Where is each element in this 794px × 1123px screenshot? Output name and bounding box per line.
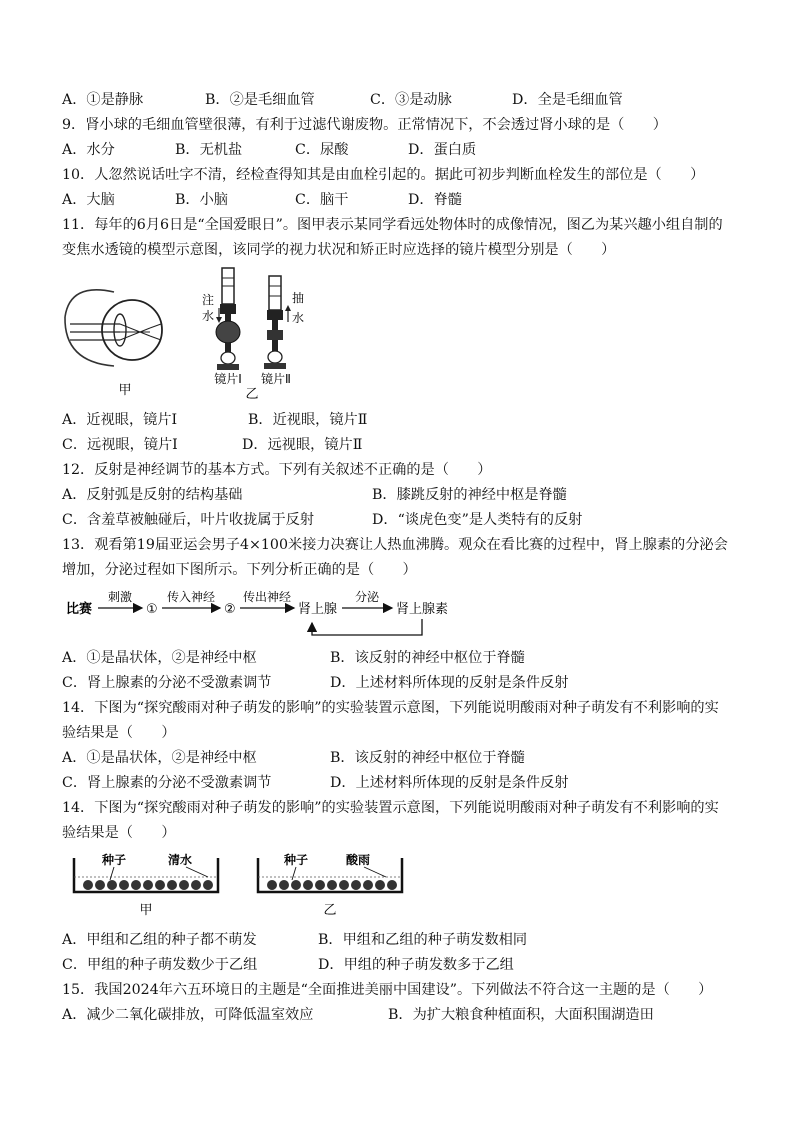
eye-diagram: [65, 290, 162, 398]
flow-node-adrenaline: 肾上腺素: [396, 602, 449, 617]
q14-option-d[interactable]: D．甲组的种子萌发数多于乙组: [318, 957, 514, 973]
q12-option-b[interactable]: B．膝跳反射的神经中枢是脊髓: [372, 487, 567, 503]
water-label: 清水: [167, 853, 193, 867]
q14-stem-line2: 验结果是（ ）: [62, 825, 176, 841]
dish-yi: [258, 852, 402, 918]
q9-stem: 9．肾小球的毛细血管壁很薄，有利于过滤代谢废物。正常情况下，不会透过肾小球的是（ ）: [62, 117, 667, 133]
flow-edge-stimulus: 刺激: [107, 590, 133, 604]
dish-label-yi: 乙: [323, 903, 337, 918]
q9-option-a[interactable]: A．水分: [62, 142, 115, 158]
lens-2-label: 镜片Ⅱ: [261, 372, 291, 386]
q14-dup-option-c[interactable]: C．肾上腺素的分泌不受激素调节: [62, 775, 272, 791]
q13-option-a[interactable]: A．①是晶状体，②是神经中枢: [62, 650, 257, 666]
flow-node-2: ②: [224, 602, 236, 617]
q12-stem: 12．反射是神经调节的基本方式。下列有关叙述不正确的是（ ）: [62, 462, 492, 478]
q14-option-c[interactable]: C．甲组的种子萌发数少于乙组: [62, 957, 258, 973]
flow-edge-efferent: 传出神经: [242, 590, 292, 604]
dish-jia: [74, 852, 218, 918]
q15-option-b[interactable]: B．为扩大粮食种植面积，大面积围湖造田: [388, 1007, 654, 1023]
q8-option-d[interactable]: D．全是毛细血管: [512, 92, 623, 108]
lens-model-1: [202, 268, 242, 386]
q14-dup-stem-line2: 验结果是（ ）: [62, 725, 176, 741]
q15-stem: 15．我国2024年六五环境日的主题是“全面推进美丽中国建设”。下列做法不符合这一主题的是（ ）: [62, 982, 713, 998]
extract-label-2: 水: [291, 311, 305, 325]
q12-option-d[interactable]: D．“谈虎色变”是人类特有的反射: [372, 512, 583, 528]
q15-option-a[interactable]: A．减少二氧化碳排放，可降低温室效应: [62, 1007, 314, 1023]
lens-model-2: [261, 276, 304, 386]
q11-option-b[interactable]: B．近视眼，镜片Ⅱ: [248, 412, 368, 428]
extract-label-1: 抽: [291, 291, 305, 305]
dish-label-jia: 甲: [139, 903, 153, 918]
q8-option-c[interactable]: C．③是动脉: [370, 92, 452, 108]
q13-option-d[interactable]: D．上述材料所体现的反射是条件反射: [330, 675, 569, 691]
flow-edge-secrete: 分泌: [354, 590, 380, 604]
q11-stem-line1: 11．每年的6月6日是“全国爱眼日”。图甲表示某同学看远处物体时的成像情况，图乙为某兴趣小组自制的: [62, 217, 723, 233]
flow-node-adrenal: 肾上腺: [298, 602, 338, 617]
q14-dup-option-d[interactable]: D．上述材料所体现的反射是条件反射: [330, 775, 569, 791]
flow-node-match: 比赛: [66, 602, 93, 617]
figure-label-yi: 乙: [245, 387, 259, 402]
q9-option-c[interactable]: C．尿酸: [295, 142, 349, 158]
q10-option-d[interactable]: D．脊髓: [408, 192, 462, 208]
q12-option-a[interactable]: A．反射弧是反射的结构基础: [62, 487, 243, 503]
q10-stem: 10．人忽然说话吐字不清，经检查得知其是由血栓引起的。据此可初步判断血栓发生的部位是（ ）: [62, 167, 705, 183]
inject-label-1: 注: [201, 293, 215, 307]
acid-rain-label: 酸雨: [345, 853, 371, 867]
q14-stem-line1: 14．下图为“探究酸雨对种子萌发的影响”的实验装置示意图，下列能说明酸雨对种子萌发有不利影响的实: [62, 800, 719, 816]
seed-label-yi: 种子: [283, 853, 309, 867]
q13-stem-line2: 增加，分泌过程如下图所示。下列分析正确的是（ ）: [62, 562, 417, 578]
q11-option-c[interactable]: C．远视眼，镜片Ⅰ: [62, 437, 178, 453]
flow-edge-afferent: 传入神经: [166, 590, 216, 604]
lens-1-label: 镜片Ⅰ: [214, 372, 242, 386]
q10-option-a[interactable]: A．大脑: [62, 192, 115, 208]
q8-option-b[interactable]: B．②是毛细血管: [205, 92, 315, 108]
q11-stem-line2: 变焦水透镜的模型示意图，该同学的视力状况和矫正时应选择的镜片模型分别是（ ）: [62, 242, 616, 258]
q14-dup-stem-line1: 14．下图为“探究酸雨对种子萌发的影响”的实验装置示意图，下列能说明酸雨对种子萌发有不利影响的实: [62, 700, 719, 716]
q14-option-b[interactable]: B．甲组和乙组的种子萌发数相同: [318, 932, 528, 948]
q14-figure: [66, 850, 426, 922]
q8-option-a[interactable]: A．①是静脉: [62, 92, 144, 108]
q14-dup-option-a[interactable]: A．①是晶状体，②是神经中枢: [62, 750, 257, 766]
q14-dup-option-b[interactable]: B．该反射的神经中枢位于脊髓: [330, 750, 525, 766]
q14-option-a[interactable]: A．甲组和乙组的种子都不萌发: [62, 932, 257, 948]
q13-option-b[interactable]: B．该反射的神经中枢位于脊髓: [330, 650, 525, 666]
q13-option-c[interactable]: C．肾上腺素的分泌不受激素调节: [62, 675, 272, 691]
flow-node-1: ①: [146, 602, 158, 617]
q12-option-c[interactable]: C．含羞草被触碰后，叶片收拢属于反射: [62, 512, 315, 528]
q10-option-c[interactable]: C．脑干: [295, 192, 349, 208]
q9-option-b[interactable]: B．无机盐: [175, 142, 243, 158]
q9-option-d[interactable]: D．蛋白质: [408, 142, 477, 158]
q13-flow-diagram: [62, 587, 462, 641]
figure-label-jia: 甲: [118, 383, 132, 398]
q13-stem-line1: 13．观看第19届亚运会男子4×100米接力决赛让人热血沸腾。观众在看比赛的过程中，肾上腺素的分泌会: [62, 537, 728, 553]
seed-label-jia: 种子: [101, 853, 127, 867]
inject-label-2: 水: [201, 309, 215, 323]
q10-option-b[interactable]: B．小脑: [175, 192, 228, 208]
q11-option-d[interactable]: D．远视眼，镜片Ⅱ: [242, 437, 363, 453]
q11-option-a[interactable]: A．近视眼，镜片Ⅰ: [62, 412, 178, 428]
q11-figure: [62, 262, 322, 404]
